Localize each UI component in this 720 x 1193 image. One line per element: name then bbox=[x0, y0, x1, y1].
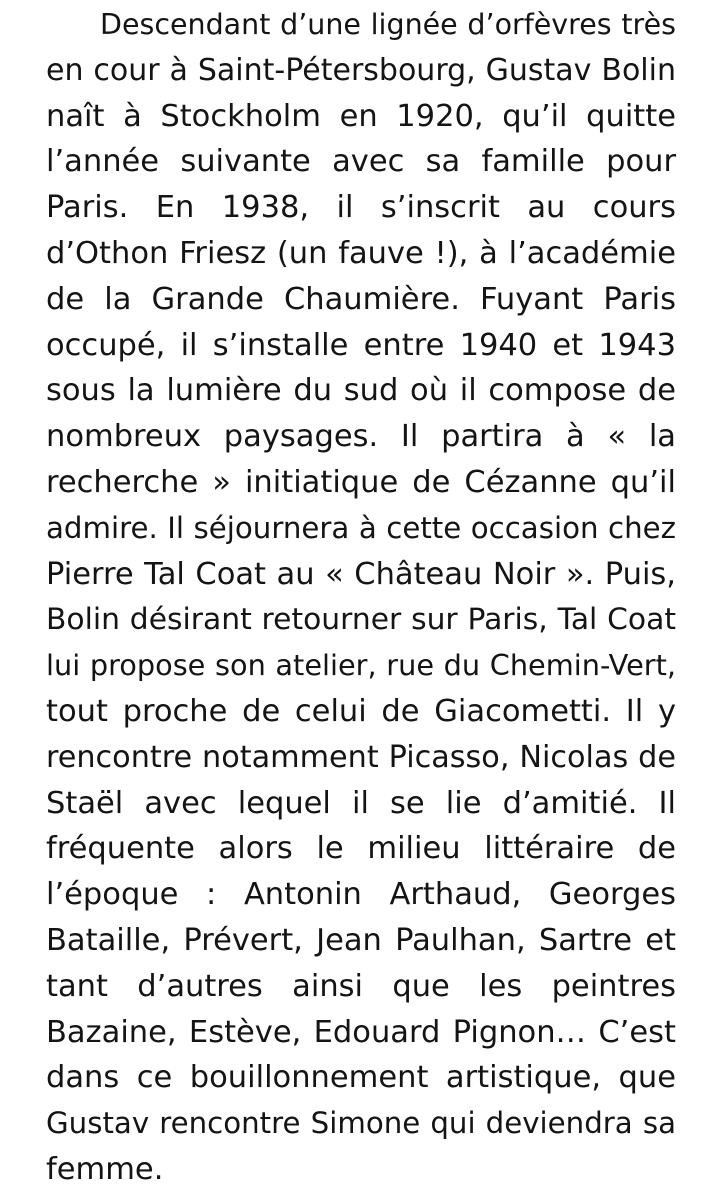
paragraph-line: nombreux paysages. Il partira à « la bbox=[46, 419, 676, 455]
paragraph-line: recherche » initiatique de Cézanne qu’il bbox=[46, 464, 676, 500]
paragraph-line: fréquente alors le milieu littéraire de bbox=[46, 831, 676, 867]
paragraph-line: l’année suivante avec sa famille pour bbox=[46, 144, 676, 180]
paragraph-line: Bataille, Prévert, Jean Paulhan, Sartre et bbox=[46, 922, 676, 958]
paragraph-line: Bazaine, Estève, Edouard Pignon… C’est bbox=[46, 1014, 676, 1050]
paragraph-line: femme. bbox=[46, 1151, 164, 1187]
paragraph-line: de la Grande Chaumière. Fuyant Paris bbox=[46, 281, 676, 317]
paragraph-line: occupé, il s’installe entre 1940 et 1943 bbox=[46, 327, 676, 363]
paragraph-line: Descendant d’une lignée d’orfèvres très bbox=[100, 8, 676, 41]
paragraph-line: Pierre Tal Coat au « Château Noir ». Puis, bbox=[46, 556, 676, 592]
paragraph-line: d’Othon Friesz (un fauve !), à l’académie bbox=[46, 235, 676, 271]
paragraph-line: admire. Il séjournera à cette occasion chez bbox=[46, 510, 676, 545]
paragraph-line: Bolin désirant retourner sur Paris, Tal Coat bbox=[46, 602, 676, 638]
paragraph-line: dans ce bouillonnement artistique, que bbox=[46, 1060, 676, 1096]
paragraph-line: Staël avec lequel il se lie d’amitié. Il bbox=[46, 785, 676, 821]
paragraph-line: tant d’autres ainsi que les peintres bbox=[46, 968, 676, 1004]
paragraph-line: Paris. En 1938, il s’inscrit au cours bbox=[46, 190, 676, 226]
paragraph-line: rencontre notamment Picasso, Nicolas de bbox=[46, 739, 676, 775]
paragraph-line: lui propose son atelier, rue du Chemin-Vert, bbox=[46, 648, 676, 683]
biography-paragraph bbox=[46, 2, 676, 1193]
paragraph-line: naît à Stockholm en 1920, qu’il quitte bbox=[46, 98, 676, 134]
paragraph-line: Gustav rencontre Simone qui deviendra sa bbox=[46, 1106, 676, 1141]
paragraph-line: en cour à Saint-Pétersbourg, Gustav Bolin bbox=[46, 52, 676, 88]
paragraph-line: l’époque : Antonin Arthaud, Georges bbox=[46, 877, 676, 913]
paragraph-line: sous la lumière du sud où il compose de bbox=[46, 373, 676, 409]
paragraph-line: tout proche de celui de Giacometti. Il y bbox=[46, 693, 676, 729]
